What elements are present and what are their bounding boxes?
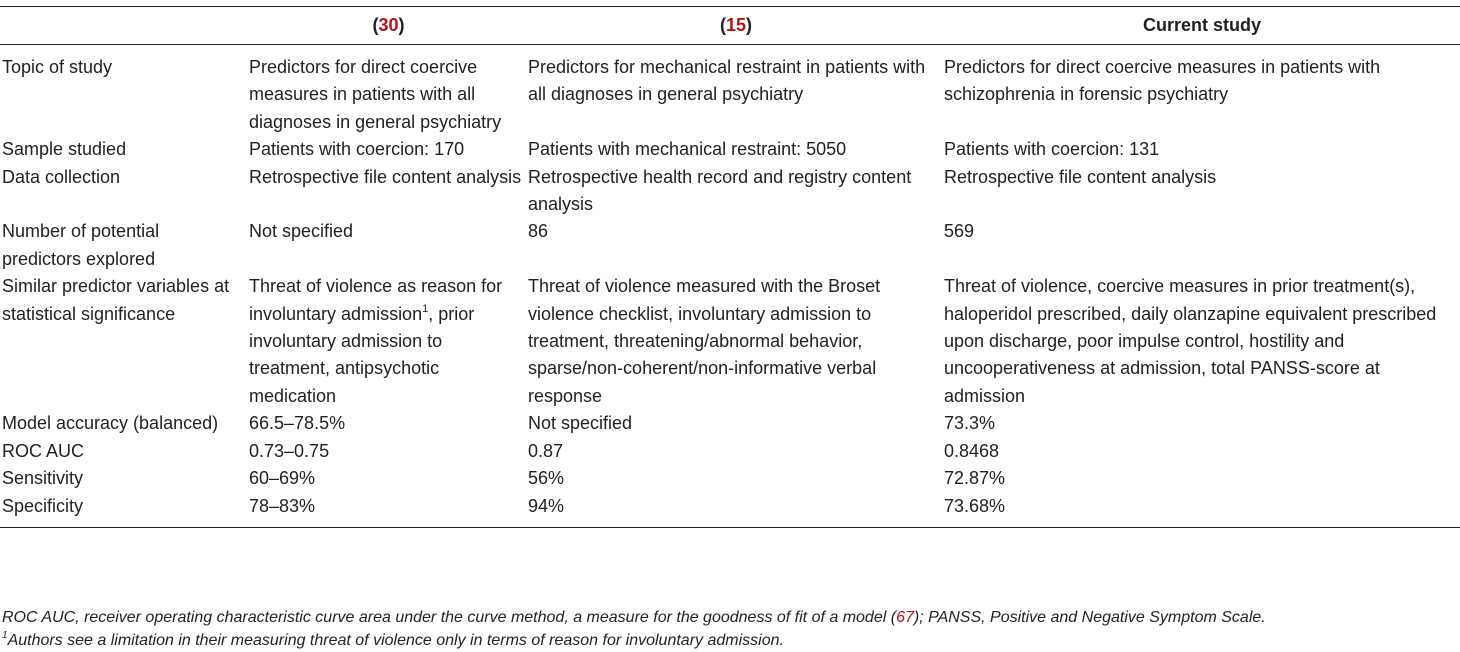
cell-current-study: 0.8468 (944, 440, 1000, 461)
header-study-15: (15) (528, 7, 944, 45)
cell-current-study: Retrospective file content analysis (944, 166, 1217, 187)
row-label: Sample studied (2, 139, 127, 160)
header-current-study: Current study (944, 7, 1460, 45)
cell-study-15: 94% (528, 493, 944, 528)
cell-study-30: Not specified (249, 221, 354, 242)
cell-study-30: 0.73–0.75 (249, 440, 330, 461)
cell-study-15: Predictors for mechanical restraint in patients with all diagnoses in general psychiatry (528, 57, 926, 105)
cell-study-15: 56% (528, 468, 565, 489)
header-study-30: (30) (249, 7, 528, 45)
row-label: Model accuracy (balanced) (2, 413, 219, 434)
note-text: ); PANSS, Positive and Negative Symptom Scale. (913, 609, 1266, 626)
cell-study-15: Retrospective health record and registry content analysis (528, 166, 912, 215)
cell-current-study: Patients with coercion: 131 (944, 139, 1160, 160)
reference-link-30[interactable]: 30 (378, 14, 399, 35)
table-row-sample (0, 136, 1460, 163)
header-empty-cell (0, 7, 249, 45)
cell-current-study: 73.68% (944, 493, 1460, 528)
footnote-marker: 1 (422, 302, 429, 315)
row-label: Sensitivity (2, 468, 84, 489)
cell-current-study: 569 (944, 221, 975, 242)
footnote-1 (2, 629, 1457, 652)
cell-study-15: Patients with mechanical restraint: 5050 (528, 139, 847, 160)
row-label: Similar predictor variables at statistical significance (2, 276, 230, 324)
table-footnotes (2, 606, 1457, 652)
cell-study-15: Not specified (528, 413, 633, 434)
table-header-row (0, 7, 1460, 45)
reference-link-15[interactable]: 15 (725, 14, 747, 35)
cell-study-30: Predictors for direct coercive measures in patients with all diagnoses in general psychiatry (249, 57, 502, 132)
table-row-specificity (0, 493, 1460, 528)
table-row-roc-auc (0, 438, 1460, 465)
table-row-predictors-explored (0, 218, 1460, 273)
table-row-model-accuracy (0, 410, 1460, 437)
cell-study-15: 86 (528, 221, 549, 242)
cell-study-30: 60–69% (249, 468, 316, 489)
row-label: Specificity (0, 493, 249, 528)
row-label: ROC AUC (2, 440, 85, 461)
note-text: Authors see a limitation in their measuring threat of violence only in terms of reason for involuntary admission. (7, 632, 784, 649)
table-row-sensitivity (0, 465, 1460, 492)
row-label: Topic of study (2, 57, 113, 77)
footnote-marker: 1 (2, 630, 8, 641)
cell-study-30: 78–83% (249, 493, 528, 528)
cell-study-30 (249, 273, 528, 410)
row-label: Data collection (2, 166, 121, 187)
note-text: ROC AUC, receiver operating characteristic curve area under the curve method, a measure for the goodness of fit of a model ( (2, 609, 897, 626)
row-label: Number of potential predictors explored (2, 221, 160, 269)
cell-study-30: 66.5–78.5% (249, 413, 346, 434)
abbreviations-note (2, 606, 1457, 629)
table-row-data-collection (0, 164, 1460, 219)
cell-study-30: Patients with coercion: 170 (249, 139, 465, 160)
cell-current-study: Threat of violence, coercive measures in prior treatment(s), haloperidol prescribed, daily olanzapine equivalent prescribed upon discharge, poor impulse control, hostility and uncooperativeness at admission, total PANSS-score at admission (944, 276, 1437, 406)
cell-study-15: Threat of violence measured with the Broset violence checklist, involuntary admission to treatment, threatening/abnormal behavior, sparse/non-coherent/non-informative verbal response (528, 276, 881, 406)
cell-text: , prior involuntary admission to treatment, antipsychotic medication (249, 303, 475, 406)
comparison-table (0, 6, 1460, 528)
cell-current-study: Predictors for direct coercive measures in patients with schizophrenia in forensic psychiatry (944, 57, 1381, 105)
cell-study-15: 0.87 (528, 440, 564, 461)
cell-study-30: Retrospective file content analysis (249, 166, 522, 187)
cell-text: Threat of violence as reason for involuntary admission (249, 276, 503, 324)
cell-current-study: 73.3% (944, 413, 996, 434)
table-row-topic (0, 45, 1460, 137)
reference-link-67[interactable]: 67 (896, 609, 914, 626)
cell-current-study: 72.87% (944, 468, 1006, 489)
table-row-similar-predictors (0, 273, 1460, 410)
